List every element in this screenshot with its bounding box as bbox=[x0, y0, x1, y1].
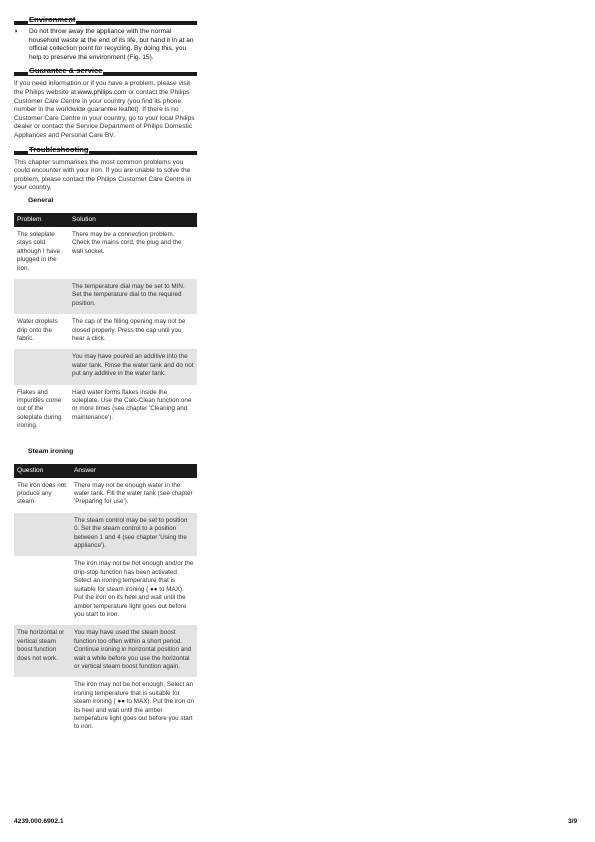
question-column-header: Question bbox=[14, 464, 71, 478]
guarantee-text-start: If you need information or if you have a problem, please visit the Philips website at bbox=[14, 80, 190, 96]
answer-cell: There may not be enough water in the water tank. Fill the water tank (see chapter 'Preparing for use'). bbox=[74, 481, 193, 506]
problem-cell: Flakes and impurities come out of the soleplate during ironing. bbox=[17, 388, 62, 430]
guarantee-section-header bbox=[14, 68, 197, 76]
environment-section-header bbox=[14, 17, 197, 25]
page-number: 3/9 bbox=[568, 818, 578, 825]
troubleshooting-intro: This chapter summarises the most common problems you could encounter with your iron. If you are unable to solve the problem, please contact the Philips Customer Care Centre in your country. bbox=[14, 158, 192, 192]
problem-cell: The soleplate stays cold although I have plugged in the iron. bbox=[17, 230, 61, 272]
table-row bbox=[14, 625, 197, 677]
question-cell: The horizontal or vertical steam boost function does not work. bbox=[14, 625, 71, 677]
steam-table-header bbox=[14, 464, 197, 478]
solution-cell: Hard water forms flakes inside the soleplate. Use the Calc-Clean function one or more times (see chapter 'Cleaning and maintenance'). bbox=[72, 388, 192, 421]
steam-subheading: Steam ironing bbox=[28, 447, 74, 455]
solution-cell: There may be a connection problem. Check the mains cord, the plug and the wall socket. bbox=[72, 230, 182, 255]
question-cell bbox=[14, 513, 71, 557]
table-row bbox=[14, 677, 197, 737]
general-subheading: General bbox=[28, 196, 54, 204]
problem-cell bbox=[14, 279, 69, 314]
table-row bbox=[14, 385, 197, 437]
table-row bbox=[14, 279, 197, 314]
solution-cell: You may have poured an additive into the water tank. Rinse the water tank and do not put any additive in the water tank. bbox=[69, 349, 197, 384]
answer-cell: The iron may not be hot enough. Select an ironing temperature that is suitable for steam ironing ( ●● to MAX). Put the iron on its heel and wait until the amber temperature light goes out before you start to iron. bbox=[74, 681, 194, 731]
question-cell: The iron does not produce any steam. bbox=[17, 481, 67, 506]
troubleshooting-section-header bbox=[14, 144, 197, 155]
steam-table bbox=[14, 464, 197, 738]
guarantee-text-end: or contact the Philips Customer Care Centre in your country (you find its phone number in the worldwide guarantee leaflet). If there is no Customer Care Centre in your country, go to your local Philips dealer or contact the Service Department of Philips Domestic Appliances and Personal Care BV. bbox=[14, 88, 195, 139]
solution-column-header: Solution bbox=[69, 213, 197, 227]
manual-page-column bbox=[14, 0, 197, 738]
table-row bbox=[14, 513, 197, 557]
guarantee-heading: Guarantee & service bbox=[29, 66, 103, 76]
general-table-header bbox=[14, 213, 197, 227]
answer-cell: The iron may not be hot enough and/or the drip-stop function has been activated. Select an ironing temperature that is suitable for steam ironing ( ●● to MAX). Put the iron on its heel and wait until the amber temperature light goes out before you start to iron. bbox=[74, 560, 194, 618]
solution-cell: The temperature dial may be set to MIN. Set the temperature dial to the required position. bbox=[69, 279, 197, 314]
problem-column-header: Problem bbox=[14, 213, 69, 227]
answer-column-header: Answer bbox=[71, 464, 197, 478]
answer-cell: The steam control may be set to position 0. Set the steam control to a position between 1 and 4 (see chapter 'Using the appliance'). bbox=[71, 513, 197, 557]
general-table bbox=[14, 213, 197, 437]
guarantee-text bbox=[14, 80, 197, 140]
table-row bbox=[14, 556, 197, 625]
table-row bbox=[14, 478, 197, 513]
table-row bbox=[14, 227, 197, 279]
table-row bbox=[14, 349, 197, 384]
question-cell bbox=[14, 677, 71, 737]
answer-cell: You may have used the steam boost function too often within a short period. Continue ironing in horizontal position and wait a while before you use the horizontal or vertical steam boost function again. bbox=[71, 625, 197, 677]
environment-bullet bbox=[14, 28, 197, 62]
environment-text: Do not throw away the appliance with the normal household waste at the end of its life, but hand it in at an official collection point for recycling. By doing this, you help to preserve the environment (Fig. 15). bbox=[29, 28, 194, 61]
troubleshooting-heading: Troubleshooting bbox=[29, 144, 89, 154]
environment-heading: Environment bbox=[29, 15, 76, 24]
question-cell bbox=[14, 556, 71, 625]
document-code: 4239.000.6902.1 bbox=[14, 818, 64, 825]
bullet-icon: ◗ bbox=[14, 28, 19, 35]
philips-website-link[interactable]: www.philips.com bbox=[77, 88, 127, 96]
table-row bbox=[14, 314, 197, 349]
problem-cell bbox=[14, 349, 69, 384]
problem-cell: Water droplets drip onto the fabric. bbox=[17, 318, 58, 342]
solution-cell: The cap of the filling opening may not be closed properly. Press the cap until you hear a click. bbox=[72, 318, 186, 342]
